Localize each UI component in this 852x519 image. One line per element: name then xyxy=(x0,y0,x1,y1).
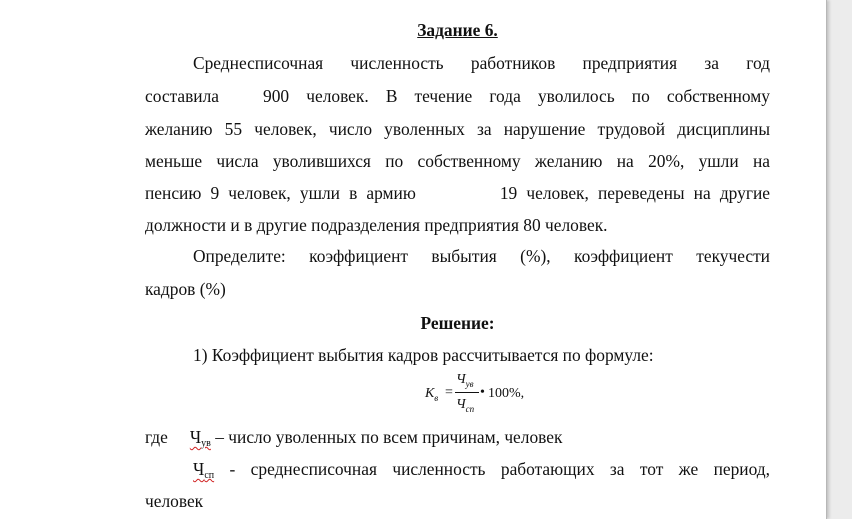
formula-denominator: $Ч_{сп}$ xyxy=(456,397,475,414)
definition-line-1 xyxy=(145,426,770,455)
task-text-line-6: должности и в другие подразделения предприятия 80 человек. xyxy=(145,215,608,235)
solution-heading: Решение: xyxy=(420,313,495,333)
symbol-ch-uv: $Ч_{ув}$ xyxy=(189,427,211,449)
formula-numerator: $Ч_{ув}$ xyxy=(456,372,474,389)
definition-2-text: - среднесписочная численность работающих за тот же период, xyxy=(214,459,770,479)
task-text-line-1: Среднесписочная численность работников предприятия за год xyxy=(193,53,770,73)
formula-multiply: • xyxy=(480,385,485,400)
where-word: где xyxy=(145,427,168,447)
formula-lhs: $К_в$ xyxy=(425,386,439,403)
step-1-text: 1) Коэффициент выбытия кадров рассчитывается по формуле: xyxy=(193,345,654,365)
definition-line-2-cont: человек xyxy=(145,491,204,511)
formula-percent: 100%, xyxy=(488,386,525,401)
question-line-2: кадров (%) xyxy=(145,279,226,299)
formula-equals: = xyxy=(445,385,453,400)
task-text-line-5b: 19 человек, переведены на другие xyxy=(499,183,770,203)
task-text-line-2b: 900 человек. В течение года уволилось по собственному xyxy=(263,86,770,106)
symbol-ch-sp: $Ч_{сп}$ xyxy=(193,459,215,481)
task-text-line-4: меньше числа уволившихся по собственному желанию на 20%, ушли на xyxy=(145,151,770,171)
task-text-line-3: желанию 55 человек, число уволенных за нарушение трудовой дисциплины xyxy=(145,119,770,139)
task-text-line-5 xyxy=(145,182,770,204)
definition-line-2 xyxy=(145,458,770,487)
task-text-line-2 xyxy=(145,85,770,107)
formula-fraction-bar xyxy=(455,392,479,393)
task-title: Задание 6. xyxy=(417,20,498,40)
task-text-line-5a: пенсию 9 человек, ушли в армию xyxy=(145,183,416,203)
question-line-1: Определите: коэффициент выбытия (%), коэффициент текучести xyxy=(193,246,770,266)
formula-kv xyxy=(425,370,565,414)
task-text-line-2a: составила xyxy=(145,86,220,106)
definition-1-text: – число уволенных по всем причинам, человек xyxy=(210,427,563,447)
